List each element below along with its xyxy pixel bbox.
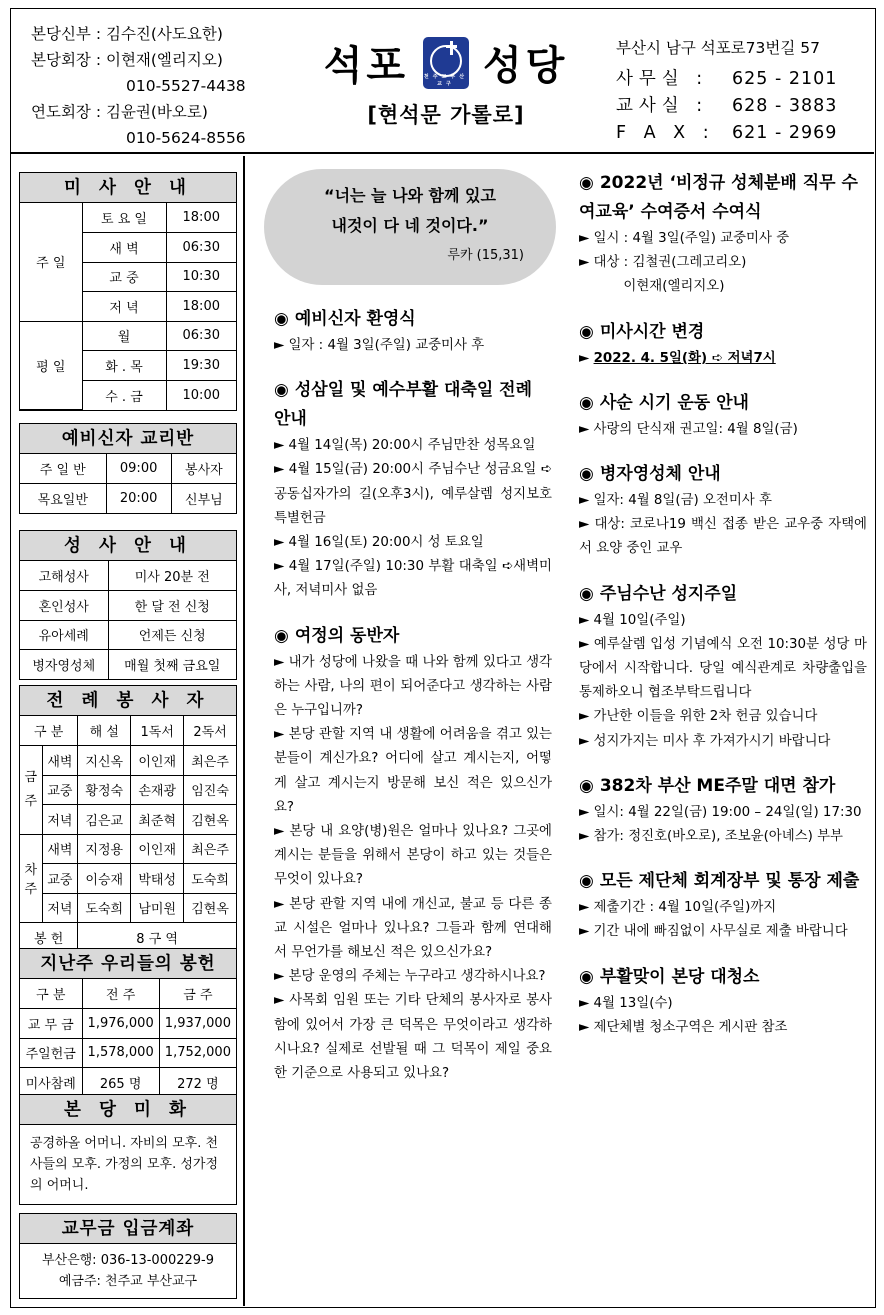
- notice-section: [274, 622, 552, 1087]
- table-cell: 20:00: [106, 484, 171, 514]
- table-row: [20, 203, 236, 233]
- section-item: ► 4월 16일(토) 20:00시 성 토요일: [274, 535, 484, 551]
- table-row: [20, 620, 236, 650]
- section-item: ► 내가 성당에 나왔을 때 나와 함께 있다고 생각하는 사람, 나의 편이 되어준다고 생각하는 사람은 누구입니까?: [274, 654, 552, 719]
- table-cell: 교중: [42, 775, 78, 805]
- account-title: 교무금 입금계좌: [20, 1214, 236, 1244]
- table-cell: 이승재: [78, 864, 131, 894]
- catechumen-table: [20, 454, 236, 513]
- title-left: 석포: [323, 43, 409, 89]
- address: 부산시 남구 석포로73번길 57: [616, 39, 820, 57]
- table-cell: 06:30: [166, 321, 236, 351]
- table-cell: 새 벽: [82, 233, 166, 263]
- header: [11, 9, 874, 154]
- account-box: [19, 1213, 237, 1299]
- liturgy-box: [19, 685, 237, 953]
- section-title: [274, 622, 552, 651]
- table-row: [20, 864, 236, 894]
- bullet-marker-icon: ◉: [274, 625, 289, 646]
- table-cell: 미사참례: [20, 1068, 82, 1098]
- table-cell: 272 명: [159, 1068, 236, 1098]
- table-cell: 최은주: [184, 834, 236, 864]
- notice-section: [579, 460, 867, 562]
- office-phone: 625 - 2101: [732, 69, 838, 89]
- table-cell: 최은주: [184, 746, 236, 776]
- table-cell: 주 일 반: [20, 454, 106, 484]
- church-title: [316, 34, 576, 129]
- section-item: ► 본당 운영의 주체는 누구라고 생각하시나요?: [274, 969, 546, 985]
- table-cell: 교 중: [82, 262, 166, 292]
- sacrament-title: 성 사 안 내: [20, 531, 236, 561]
- table-cell: 김현옥: [184, 893, 236, 923]
- section-item: ► 제출기간 : 4월 10일(주일)까지: [579, 900, 777, 916]
- mass-table: [20, 203, 236, 410]
- section-title: [579, 772, 867, 801]
- liturgy-title: 전 례 봉 사 자: [20, 686, 236, 716]
- table-row: [20, 561, 236, 591]
- table-row: [20, 979, 236, 1009]
- table-row: [20, 321, 236, 351]
- bullet-marker-icon: ◉: [579, 583, 594, 604]
- section-item: 이현재(엘리지오): [579, 279, 725, 295]
- notice-section: [579, 169, 867, 300]
- sacrament-box: [19, 530, 237, 680]
- section-title-text: 부활맞이 본당 대청소: [599, 966, 760, 987]
- table-cell: 임진숙: [184, 775, 236, 805]
- section-item: ► 대상: 코로나19 백신 접종 받은 교우중 자택에서 요양 중인 교우: [579, 517, 867, 557]
- weekday-label: 평 일: [20, 321, 82, 410]
- sacrament-table: [20, 561, 236, 679]
- fax-label: F A X :: [616, 123, 715, 143]
- council-phone: 010-5624-8556: [126, 129, 246, 147]
- table-cell: 저녁: [42, 805, 78, 835]
- table-cell: 1,752,000: [159, 1038, 236, 1068]
- table-cell: 고해성사: [20, 561, 108, 591]
- table-cell: 봉사자: [171, 454, 236, 484]
- notice-section: [274, 305, 552, 358]
- bulletin-page: [10, 8, 876, 1308]
- catechumen-box: [19, 423, 237, 514]
- table-row: [20, 1009, 236, 1039]
- section-item: ► 기간 내에 빠짐없이 사무실로 제출 바랍니다: [579, 924, 848, 940]
- table-header: 구 분: [20, 979, 82, 1009]
- section-item: ► 4월 15일(금) 20:00시 주님수난 성금요일 ➪ 공동십자가의 길(오후3시), 예루살렘 성지보호 특별헌금: [274, 462, 552, 526]
- quote-line: 내것이 다 네 것이다.”: [331, 216, 489, 235]
- table-row: [20, 775, 236, 805]
- chairman-phone: 010-5527-4438: [126, 77, 246, 95]
- section-title: [579, 389, 867, 418]
- table-row: [20, 1038, 236, 1068]
- this-week-label: 금주: [20, 746, 42, 835]
- notice-section: [274, 376, 552, 603]
- table-cell: 8 구 역: [78, 923, 236, 953]
- section-item: ► 일시 : 4월 3일(주일) 교중미사 중: [579, 231, 790, 246]
- bullet-marker-icon: ◉: [579, 321, 594, 342]
- section-title: [579, 318, 867, 347]
- bullet-marker-icon: ◉: [579, 464, 594, 485]
- mass-schedule-box: [19, 172, 237, 411]
- table-cell: 265 명: [82, 1068, 159, 1098]
- notice-section: [579, 867, 867, 944]
- table-cell: 새벽: [42, 834, 78, 864]
- section-title-text: 주님수난 성지주일: [599, 583, 738, 604]
- table-cell: 화 . 목: [82, 351, 166, 381]
- table-row: [20, 893, 236, 923]
- table-cell: 이인재: [131, 746, 184, 776]
- table-cell: 09:00: [106, 454, 171, 484]
- quote-bubble: [264, 169, 556, 285]
- section-item: ► 제단체별 청소구역은 게시판 참조: [579, 1019, 788, 1035]
- bullet-marker-icon: ◉: [579, 871, 594, 892]
- section-item: ► 가난한 이들을 위한 2차 헌금 있습니다: [579, 709, 818, 725]
- section-title-text: 예비신자 환영식: [294, 309, 416, 329]
- bullet-marker-icon: ◉: [579, 775, 594, 796]
- section-title: [579, 867, 867, 896]
- table-cell: 저녁: [42, 893, 78, 923]
- pastor: 본당신부 : 김수진(사도요한): [31, 25, 223, 43]
- table-cell: 이인재: [131, 834, 184, 864]
- table-cell: 유아세례: [20, 620, 108, 650]
- table-cell: 혼인성사: [20, 591, 108, 621]
- bullet-marker-icon: ◉: [579, 392, 594, 413]
- table-cell: 19:30: [166, 351, 236, 381]
- table-header: 해 설: [78, 716, 131, 746]
- table-cell: 월: [82, 321, 166, 351]
- table-row: [20, 484, 236, 514]
- patron-title: 본 당 미 화: [20, 1095, 236, 1125]
- table-row: [20, 805, 236, 835]
- table-cell: 한 달 전 신청: [108, 591, 236, 621]
- table-cell: 10:00: [166, 380, 236, 410]
- logo-text: 천주교부산교구: [423, 73, 469, 87]
- schedule-change: 2022. 4. 5일(화) ➪ 저녁7시: [593, 350, 776, 366]
- bullet-marker-icon: ◉: [274, 380, 289, 401]
- catechumen-title: 예비신자 교리반: [20, 424, 236, 454]
- notice-section: [579, 389, 867, 442]
- section-title-text: 미사시간 변경: [599, 321, 705, 342]
- section-item: ► 사목회 임원 또는 기타 단체의 봉사자로 봉사함에 있어서 가장 큰 덕목은 무엇이라고 생각하시나요? 실제로 선발될 때 그 덕목이 제일 중요한 기준으로 사용되고 있나요?: [274, 993, 552, 1082]
- table-cell: 봉 헌: [20, 923, 78, 953]
- section-item: ► 4월 10일(주일): [579, 612, 686, 628]
- table-cell: 최준혁: [131, 805, 184, 835]
- table-cell: 병자영성체: [20, 650, 108, 680]
- table-cell: 18:00: [166, 203, 236, 233]
- section-item: ► 사랑의 단식재 권고일: 4월 8일(금): [579, 421, 798, 437]
- title-right: 성당: [483, 43, 569, 89]
- section-item: ► 일시: 4월 22일(금) 19:00 – 24일(일) 17:30: [579, 804, 862, 820]
- section-title: [579, 460, 867, 489]
- section-item: ► 일자: 4월 8일(금) 오전미사 후: [579, 493, 772, 509]
- table-header: 1독서: [131, 716, 184, 746]
- table-cell: 10:30: [166, 262, 236, 292]
- table-row: [20, 1068, 236, 1098]
- table-cell: 손재광: [131, 775, 184, 805]
- account-holder: 예금주: 천주교 부산교구: [58, 1274, 198, 1289]
- section-title: [579, 580, 867, 609]
- table-cell: 토 요 일: [82, 203, 166, 233]
- table-cell: 저 녁: [82, 292, 166, 322]
- section-title: [274, 305, 552, 334]
- table-row: [20, 454, 236, 484]
- section-title: [274, 376, 552, 434]
- council-chair: 연도회장 : 김윤권(바오로): [31, 103, 208, 121]
- table-cell: 황정숙: [78, 775, 131, 805]
- table-cell: 박태성: [131, 864, 184, 894]
- table-cell: 1,937,000: [159, 1009, 236, 1039]
- middle-column: [256, 169, 556, 1104]
- office-label: 사무실 :: [616, 69, 709, 89]
- table-cell: 수 . 금: [82, 380, 166, 410]
- section-item: ► 본당 관할 지역 내에 개신교, 불교 등 다른 종교 시설은 얼마나 있나요? 그들과 함께 연대해서 무언가를 해보신 적은 있으신가요?: [274, 896, 552, 961]
- donation-table: [20, 979, 236, 1097]
- table-cell: 매월 첫째 금요일: [108, 650, 236, 680]
- section-item: ► 일자 : 4월 3일(주일) 교중미사 후: [274, 338, 485, 353]
- section-title-text: 사순 시기 운동 안내: [599, 392, 749, 413]
- contact-info: [616, 36, 837, 147]
- table-header: 금 주: [159, 979, 236, 1009]
- table-cell: 새벽: [42, 746, 78, 776]
- section-title-text: 병자영성체 안내: [599, 464, 721, 485]
- table-header: 구 분: [20, 716, 78, 746]
- table-row: [20, 746, 236, 776]
- table-row: [20, 591, 236, 621]
- section-item: ► 예루살렘 입성 기념예식 오전 10:30분 성당 마당에서 시작합니다. 당일 예식관계로 차량출입을 통제하오니 협조부탁드립니다: [579, 636, 867, 701]
- table-cell: 도숙희: [184, 864, 236, 894]
- table-header: 2독서: [184, 716, 236, 746]
- sunday-label: 주 일: [20, 203, 82, 321]
- edu-label: 교사실 :: [616, 96, 709, 116]
- next-week-label: 차주: [20, 834, 42, 923]
- section-item: ► 성지가지는 미사 후 가져가시기 바랍니다: [579, 733, 831, 749]
- mass-title: 미 사 안 내: [20, 173, 236, 203]
- section-title-text: 여정의 동반자: [294, 625, 400, 646]
- table-cell: 교중: [42, 864, 78, 894]
- section-title-text: 2022년 ‘비정규 성체분배 직무 수여교육’ 수여증서 수여식: [579, 173, 858, 222]
- right-column: [579, 169, 867, 1058]
- notice-section: [579, 963, 867, 1040]
- table-header: 전 주: [82, 979, 159, 1009]
- section-title: [579, 169, 867, 227]
- section-item: ► 4월 17일(주일) 10:30 부활 대축일 ➪새벽미사, 저녁미사 없음: [274, 559, 552, 599]
- staff-info: [31, 21, 246, 151]
- notice-section: [579, 318, 867, 371]
- table-cell: 신부님: [171, 484, 236, 514]
- section-item: ► 2022. 4. 5일(화) ➪ 저녁7시: [579, 350, 776, 366]
- table-cell: 주일헌금: [20, 1038, 82, 1068]
- table-cell: 교 무 금: [20, 1009, 82, 1039]
- left-column: [11, 156, 245, 1306]
- edu-phone: 628 - 3883: [732, 96, 838, 116]
- table-row: [20, 834, 236, 864]
- donation-box: [19, 948, 237, 1098]
- table-cell: 06:30: [166, 233, 236, 263]
- table-cell: 지정용: [78, 834, 131, 864]
- section-title-text: 모든 제단체 회계장부 및 통장 제출: [599, 871, 860, 892]
- quote-line: “너는 늘 나와 함께 있고: [324, 186, 496, 205]
- bullet-marker-icon: ◉: [579, 966, 594, 987]
- section-item: ► 참가: 정진호(바오로), 조보윤(아녜스) 부부: [579, 829, 843, 845]
- table-cell: 지신옥: [78, 746, 131, 776]
- bank-account: 부산은행: 036-13-000229-9: [41, 1253, 215, 1268]
- section-item: ► 대상 : 김철권(그레고리오): [579, 255, 747, 271]
- section-item: ► 본당 내 요양(병)원은 얼마나 있나요? 그곳에 계시는 분들을 위해서 본당이 하고 있는 것들은 무엇이 있나요?: [274, 824, 552, 888]
- table-cell: 1,976,000: [82, 1009, 159, 1039]
- table-cell: 1,578,000: [82, 1038, 159, 1068]
- chairman: 본당회장 : 이현재(엘리지오): [31, 51, 223, 69]
- bullet-marker-icon: ◉: [579, 173, 594, 193]
- table-cell: 김현옥: [184, 805, 236, 835]
- section-title-text: 382차 부산 ME주말 대면 참가: [599, 775, 836, 796]
- patron-text: 공경하올 어머니. 자비의 모후. 천사들의 모후. 가정의 모후. 성가정의 어머니.: [30, 1136, 219, 1193]
- table-cell: 언제든 신청: [108, 620, 236, 650]
- quote-source: 루카 (15,31): [447, 248, 524, 263]
- fax-number: 621 - 2969: [732, 123, 838, 143]
- bullet-marker-icon: ◉: [274, 309, 289, 329]
- table-cell: 목요일반: [20, 484, 106, 514]
- patron-saint: [현석문 가롤로]: [367, 103, 525, 127]
- notice-section: [579, 580, 867, 754]
- table-cell: 도숙희: [78, 893, 131, 923]
- section-title: [579, 963, 867, 992]
- section-title-text: 성삼일 및 예수부활 대축일 전례 안내: [274, 380, 533, 430]
- table-row: [20, 716, 236, 746]
- table-cell: 미사 20분 전: [108, 561, 236, 591]
- table-cell: 남미원: [131, 893, 184, 923]
- table-row: [20, 650, 236, 680]
- section-item: ► 4월 13일(수): [579, 995, 673, 1011]
- liturgy-table: [20, 716, 236, 952]
- donation-title: 지난주 우리들의 봉헌: [20, 949, 236, 979]
- table-cell: 18:00: [166, 292, 236, 322]
- section-item: ► 4월 14일(목) 20:00시 주님만찬 성목요일: [274, 438, 536, 454]
- patron-box: [19, 1094, 237, 1205]
- notice-section: [579, 772, 867, 849]
- table-cell: 김은교: [78, 805, 131, 835]
- church-logo-icon: [423, 37, 469, 89]
- section-item: ► 본당 관할 지역 내 생활에 어려움을 겪고 있는 분들이 계신가요? 어디에 살고 계시는지, 어떻게 살고 계시는지 방문해 보신 적은 있으신가요?: [274, 727, 552, 815]
